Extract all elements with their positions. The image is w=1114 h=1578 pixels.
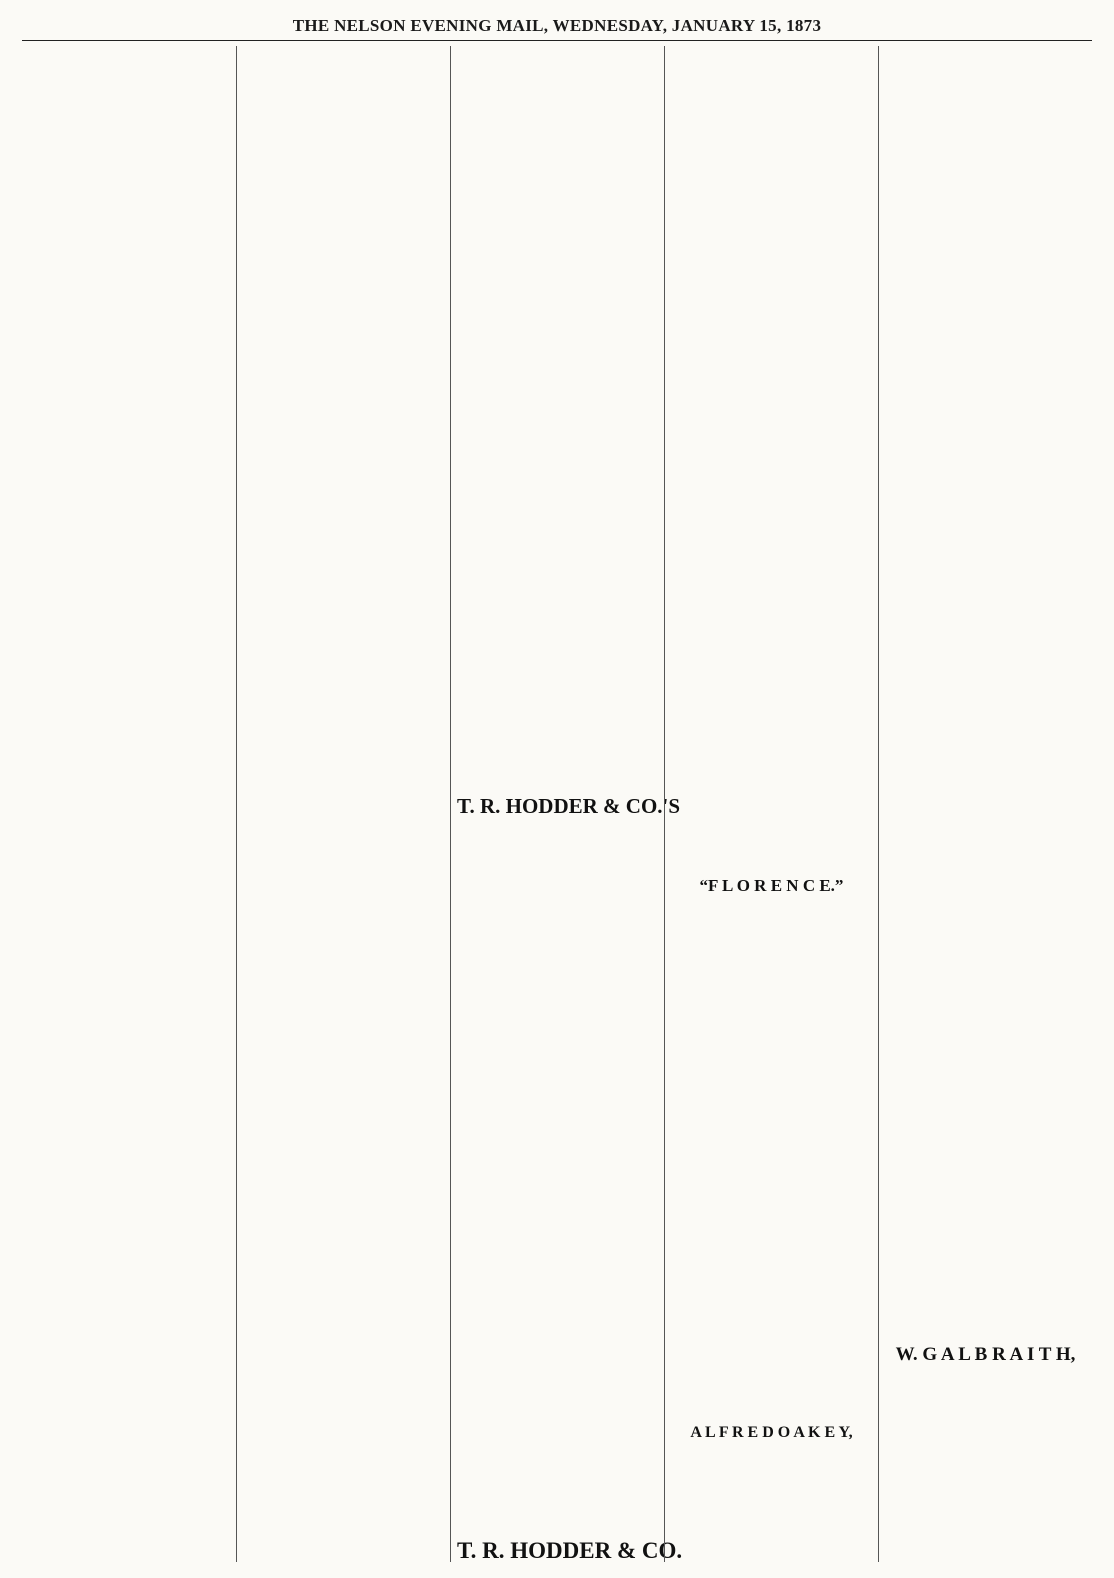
column-5 [878,46,1092,1562]
masthead-rule [22,40,1092,41]
column-1 [22,46,236,1562]
masthead: THE NELSON EVENING MAIL, WEDNESDAY, JANUARY 15, 1873 [292,16,822,35]
oakey-name: A L F R E D O A K E Y, [690,1424,853,1441]
hodder-heading: T. R. HODDER & CO.'S [457,794,681,818]
column-2 [236,46,450,1562]
galbraith-name: W. G A L B R A I T H, [895,1344,1076,1365]
hodder-footer: T. R. HODDER & CO. [457,1538,683,1563]
column-4 [664,46,878,1562]
column-3 [450,46,683,1563]
florence-heading: “F L O R E N C E.” [699,876,844,895]
columns [22,46,1092,1562]
